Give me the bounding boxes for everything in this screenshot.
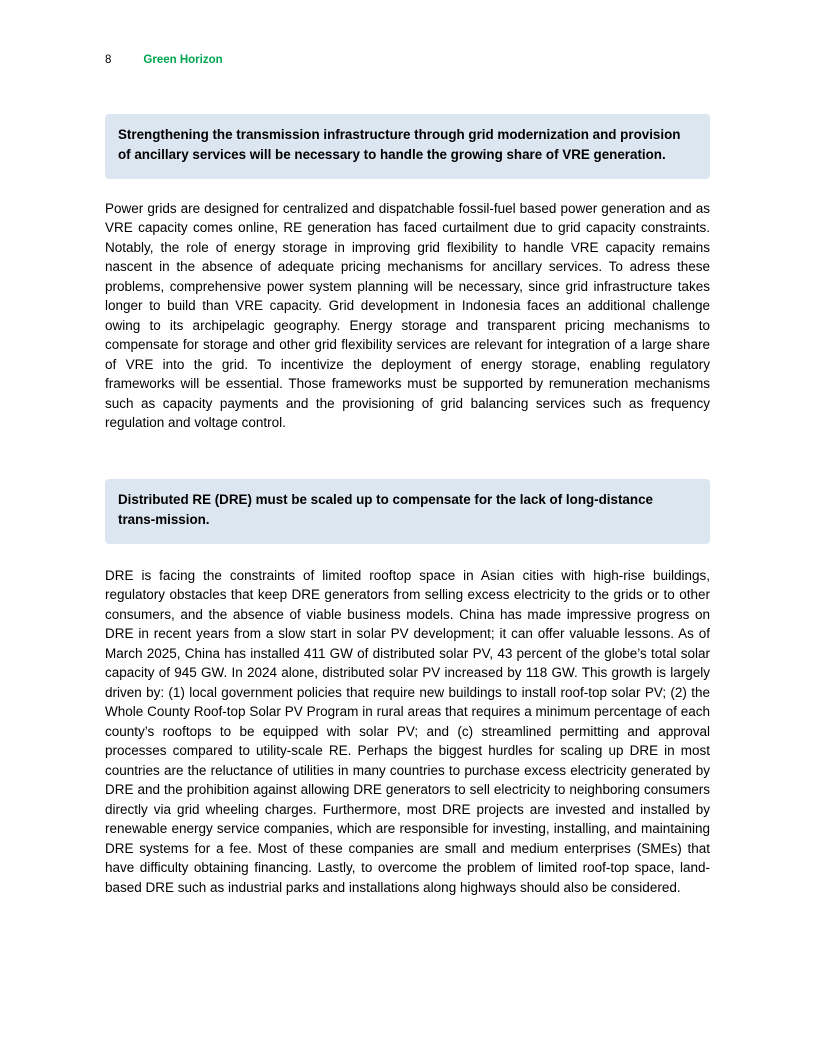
paragraph-power-grids: Power grids are designed for centralized and dispatchable fossil-fuel based power generation and as VRE capacity comes online, RE generation has faced curtailment due to grid capacity constraints. Notably, the role of energy storage in improving grid flexibility to handle VRE capacity remains nascent in the absence of adequate pricing mechanisms for ancillary services. To adress these problems, comprehensive power system planning will be necessary, since grid infrastructure takes longer to build than VRE capacity. Grid development in Indonesia faces an additional challenge owing to its archipelagic geography. Energy storage and transparent pricing mechanisms to compensate for storage and other grid flexibility services are relevant for integration of a large share of VRE into the grid. To incentivize the deployment of energy storage, enabling regulatory frameworks will be essential. Those frameworks must be supported by remuneration mechanisms such as capacity payments and the provisioning of grid balancing services such as frequency regulation and voltage control. bbox=[105, 200, 710, 431]
paragraph-dre: DRE is facing the constraints of limited rooftop space in Asian cities with high-rise buildings, regulatory obstacles that keep DRE generators from selling excess electricity to the grids or to other consumers, and the absence of viable business models. China has made impressive progress on DRE in recent years from a slow start in solar PV development; it can offer valuable lessons. As of March 2025, China has installed 411 GW of distributed solar PV, 43 percent of the globe’s total solar capacity of 945 GW. In 2024 alone, distributed solar PV increased by 118 GW. This growth is largely driven by: (1) local government policies that require new buildings to install roof-top solar PV; (2) the Whole County Roof-top Solar PV Program in rural areas that requires a minimum percentage of each county’s rooftops to be equipped with solar PV; and (c) streamlined permitting and approval processes compared to utility-scale RE. Perhaps the biggest hurdles for scaling up DRE in most countries are the reluctance of utilities in many countries to purchase excess electricity generated by DRE and the prohibition against allowing DRE generators to sell electricity to neighboring consumers directly via grid wheeling charges. Furthermore, most DRE projects are invested and installed by renewable energy service companies, which are responsible for investing, installing, and maintaining DRE systems for a fee. Most of these companies are small and medium enterprises (SMEs) that have difficulty obtaining financing. Lastly, to overcome the problem of limited roof-top space, land-based DRE such as industrial parks and installations along highways should also be considered. bbox=[105, 567, 710, 895]
callout-text: Strengthening the transmission infrastructure through grid modernization and provision of ancillary services will be necessary to handle the growing share of VRE generation. bbox=[118, 127, 681, 163]
callout-text: Distributed RE (DRE) must be scaled up to compensate for the lack of long-distance trans-mission. bbox=[118, 491, 653, 528]
callout-box-transmission bbox=[105, 114, 710, 179]
callout-box-dre bbox=[105, 479, 710, 544]
page-number: 8 bbox=[105, 54, 112, 66]
running-title: Green Horizon bbox=[143, 54, 223, 66]
page-header bbox=[105, 54, 710, 66]
